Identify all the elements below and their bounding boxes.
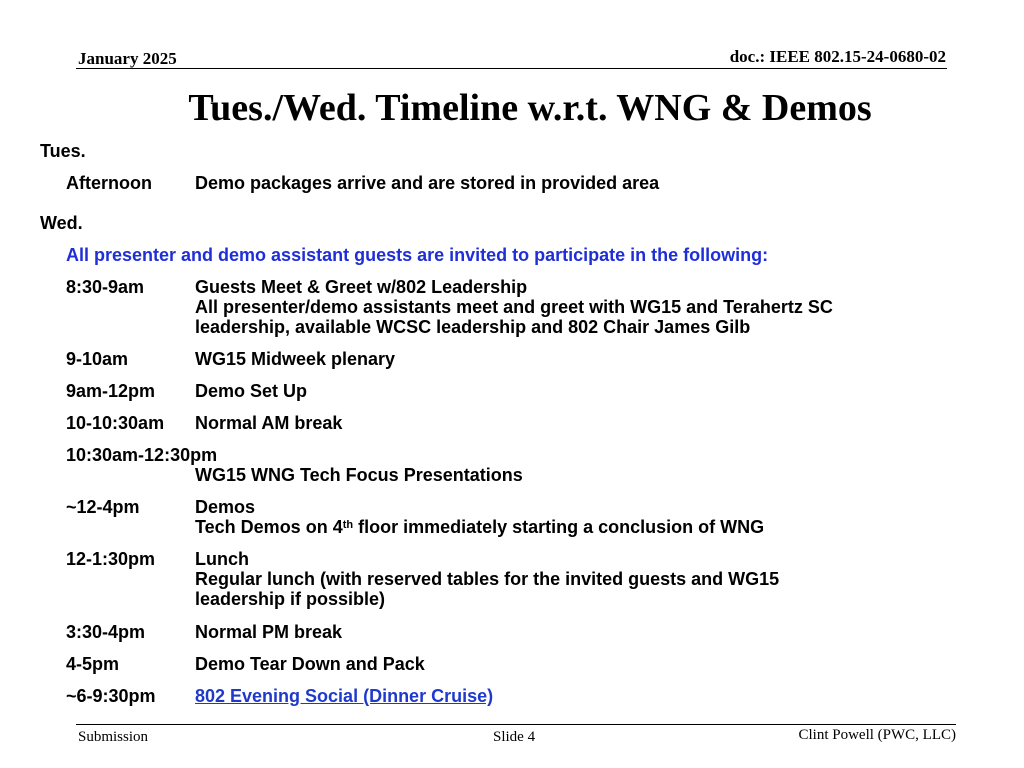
footer-submission: Submission bbox=[78, 729, 149, 745]
item-time: ~6-9:30pm bbox=[66, 686, 156, 706]
item-time: 12-1:30pm bbox=[66, 549, 156, 569]
item-detail: WG15 WNG Tech Focus Presentations bbox=[195, 465, 523, 485]
item-time: 9am-12pm bbox=[66, 381, 156, 401]
item-desc: Demo Tear Down and Pack bbox=[195, 654, 425, 674]
slide-title: Tues./Wed. Timeline w.r.t. WNG & Demos bbox=[188, 87, 872, 129]
item-desc bbox=[195, 549, 779, 609]
item-desc bbox=[195, 465, 523, 485]
item-detail: leadership if possible) bbox=[195, 589, 386, 609]
evening-social-link[interactable]: 802 Evening Social (Dinner Cruise) bbox=[195, 686, 494, 706]
footer-slide-number: Slide 4 bbox=[493, 729, 536, 745]
header-date: January 2025 bbox=[78, 49, 177, 68]
header-doc-id: doc.: IEEE 802.15-24-0680-02 bbox=[729, 47, 946, 66]
item-time: 3:30-4pm bbox=[66, 622, 146, 642]
item-desc: Demo packages arrive and are stored in provided area bbox=[195, 173, 660, 193]
item-desc: WG15 Midweek plenary bbox=[195, 349, 396, 369]
item-title: Lunch bbox=[195, 549, 249, 569]
footer-divider bbox=[76, 724, 956, 725]
item-time: 9-10am bbox=[66, 349, 129, 369]
item-detail: leadership, available WCSC leadership and 802 Chair James Gilb bbox=[195, 317, 751, 337]
tues-heading: Tues. bbox=[40, 141, 86, 161]
item-desc: Demo Set Up bbox=[195, 381, 308, 401]
item-detail: Tech Demos on 4th floor immediately starting a conclusion of WNG bbox=[195, 517, 765, 537]
item-desc: Normal AM break bbox=[195, 413, 343, 433]
item-time: 4-5pm bbox=[66, 654, 120, 674]
item-time: ~12-4pm bbox=[66, 497, 140, 517]
item-time: Afternoon bbox=[66, 173, 152, 193]
item-desc bbox=[195, 277, 833, 337]
item-title: Demos bbox=[195, 497, 256, 517]
wed-heading: Wed. bbox=[40, 213, 83, 233]
item-detail: All presenter/demo assistants meet and greet with WG15 and Terahertz SC bbox=[195, 297, 833, 317]
item-desc: Normal PM break bbox=[195, 622, 343, 642]
item-desc bbox=[195, 497, 764, 537]
item-title: Guests Meet & Greet w/802 Leadership bbox=[195, 277, 528, 297]
item-time: 10:30am-12:30pm bbox=[66, 445, 218, 465]
header-divider bbox=[76, 68, 947, 69]
footer-author: Clint Powell (PWC, LLC) bbox=[798, 727, 956, 743]
item-time: 10-10:30am bbox=[66, 413, 165, 433]
item-time: 8:30-9am bbox=[66, 277, 145, 297]
item-detail: Regular lunch (with reserved tables for the invited guests and WG15 bbox=[195, 569, 780, 589]
wed-invite-note: All presenter and demo assistant guests are invited to participate in the following: bbox=[66, 245, 769, 265]
